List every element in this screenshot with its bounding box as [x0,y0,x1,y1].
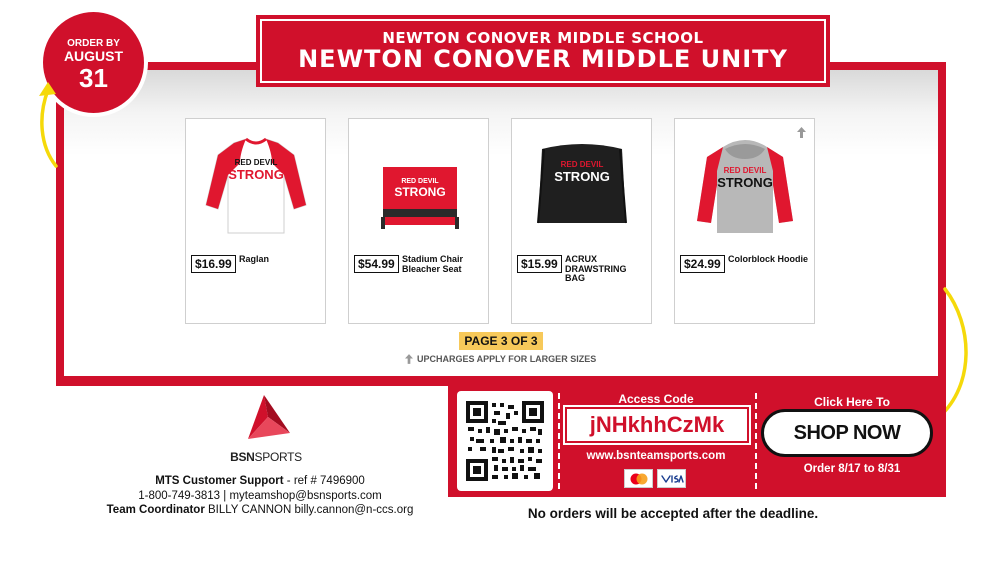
product-card-raglan[interactable] [185,118,326,324]
support-line [80,474,440,489]
bsn-sports-logo-icon [244,393,294,443]
hoodie-graphic-line1: RED DEVIL [723,166,767,175]
payment-methods [624,469,686,488]
coordinator-label: Team Coordinator [106,504,205,516]
raglan-shirt-image [196,135,316,235]
support-info [80,474,440,518]
badge-day: 31 [79,62,108,93]
deadline-note: No orders will be accepted after the deadline. [527,506,819,521]
school-name: NEWTON CONOVER MIDDLE SCHOOL [382,28,704,47]
support-contact[interactable]: 1-800-749-3813 | myteamshop@bsnsports.com [138,489,382,502]
access-code-value[interactable]: jNHkhhCzMk [565,407,749,443]
upcharge-note-text: UPCHARGES APPLY FOR LARGER SIZES [417,354,597,364]
coordinator-info[interactable]: BILLY CANNON billy.cannon@n-ccs.org [204,504,414,516]
product-price: $24.99 [680,255,725,273]
drawstring-bag-image [522,135,642,235]
order-dates: Order 8/17 to 8/31 [803,463,901,475]
product-name[interactable]: ACRUX DRAWSTRING BAG [565,254,627,283]
stadium-chair-image [359,135,479,235]
access-panel [448,385,946,497]
support-ref: - ref # 7496900 [283,475,365,487]
divider [558,393,560,489]
product-name[interactable]: Stadium Chair Bleacher Seat [402,254,464,274]
brand-name-bold: BSN [230,450,255,464]
bag-graphic-line2: STRONG [554,169,610,184]
hoodie-graphic-line2: STRONG [717,175,773,190]
product-card-stadium-chair[interactable] [348,118,489,324]
upcharge-note [405,353,596,365]
support-title: MTS Customer Support [155,475,284,487]
store-name: NEWTON CONOVER MIDDLE UNITY [298,44,788,73]
chair-graphic-line1: RED DEVIL [401,178,439,185]
header-banner [256,15,830,87]
click-label: Click Here To [814,395,890,409]
left-arrow-icon [34,76,64,170]
site-url[interactable]: www.bsnteamsports.com [586,450,726,462]
access-code-title: Access Code [618,392,694,406]
divider [755,393,757,489]
page-indicator: PAGE 3 OF 3 [459,332,543,350]
brand-name-thin: SPORTS [254,450,302,464]
product-price: $15.99 [517,255,562,273]
badge-month: AUGUST [63,47,124,64]
coordinator-line [80,503,440,518]
header-border [260,19,826,83]
qr-code[interactable] [457,391,553,491]
hoodie-image [685,135,805,235]
product-price: $54.99 [354,255,399,273]
badge-line1: ORDER BY [67,37,120,49]
product-card-colorblock-hoodie[interactable] [674,118,815,324]
chair-graphic-line2: STRONG [394,185,446,199]
product-card-drawstring-bag[interactable] [511,118,652,324]
brand-wordmark [226,450,306,464]
raglan-graphic-line2: STRONG [228,167,284,182]
product-name[interactable]: Colorblock Hoodie [728,254,809,264]
product-price: $16.99 [191,255,236,273]
qr-code-icon [466,401,544,481]
product-name[interactable]: Raglan [239,254,270,264]
mastercard-icon [624,469,653,488]
bag-graphic-line1: RED DEVIL [560,160,604,169]
raglan-graphic-line1: RED DEVIL [234,158,278,167]
visa-icon [657,469,686,488]
upcharge-arrow-icon [405,354,413,364]
shop-now-button[interactable]: SHOP NOW [761,409,933,457]
